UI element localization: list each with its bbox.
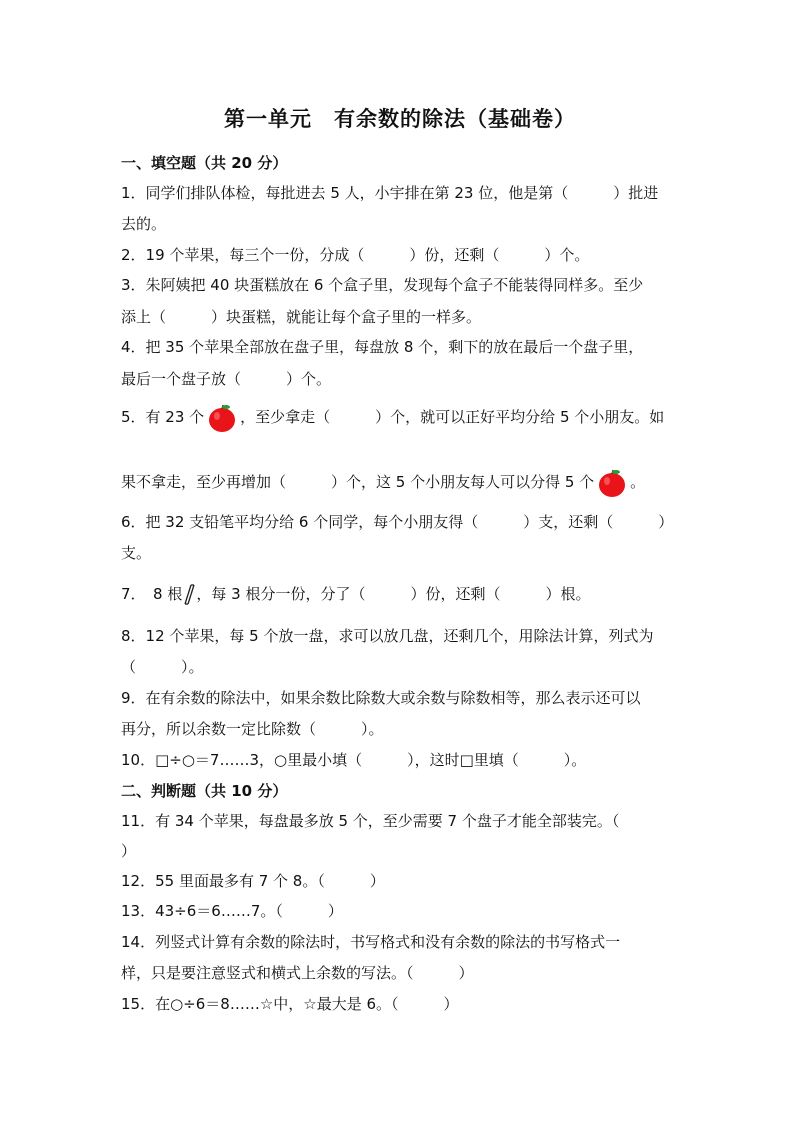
question-5-text-a1: 5．有 23 个 — [121, 408, 205, 426]
question-1-line-2: 去的。 — [121, 215, 167, 233]
question-6-line-2: 支。 — [121, 544, 152, 562]
counting-stick-icon — [182, 584, 196, 606]
question-11-line-1: 11．有 34 个苹果，每盘最多放 5 个，至少需要 7 个盘子才能全部装完。（ — [121, 812, 620, 830]
question-8-line-1: 8．12 个苹果，每 5 个放一盘，求可以放几盘，还剩几个，用除法计算，列式为 — [121, 627, 654, 645]
question-5-text-a2: ，至少拿走（ ）个，就可以正好平均分给 5 个小朋友。如 — [240, 408, 665, 426]
question-4-line-2: 最后一个盘子放（ ）个。 — [121, 370, 332, 388]
question-13: 13．43÷6＝6……7。（ ） — [121, 902, 343, 920]
question-12: 12．55 里面最多有 7 个 8。（ ） — [121, 872, 385, 890]
question-9-line-2: 再分，所以余数一定比除数（ ）。 — [121, 720, 384, 738]
question-14-line-1: 14．列竖式计算有余数的除法时，书写格式和没有余数的除法的书写格式一 — [121, 933, 621, 951]
question-6-line-1: 6．把 32 支铅笔平均分给 6 个同学，每个小朋友得（ ）支，还剩（ ） — [121, 513, 674, 531]
question-3-line-1: 3．朱阿姨把 40 块蛋糕放在 6 个盒子里，发现每个盒子不能装得同样多。至少 — [121, 276, 644, 294]
apple-icon — [207, 403, 237, 433]
question-5-line-1 — [121, 400, 681, 434]
question-5-line-2 — [121, 465, 681, 499]
question-2: 2．19 个苹果，每三个一份，分成（ ）份，还剩（ ）个。 — [121, 246, 590, 264]
question-14-line-2: 样，只是要注意竖式和横式上余数的写法。（ ） — [121, 964, 474, 982]
apple-icon — [597, 468, 627, 498]
question-7 — [121, 583, 681, 606]
question-3-line-2: 添上（ ）块蛋糕，就能让每个盒子里的一样多。 — [121, 308, 482, 326]
question-7-text-a2: ，每 3 根分一份，分了（ ）份，还剩（ ）根。 — [196, 585, 591, 603]
question-10: 10．□÷○＝7……3，○里最小填（ ），这时□里填（ ）。 — [121, 751, 587, 769]
page-title: 第一单元 有余数的除法（基础卷） — [224, 107, 576, 131]
question-4-line-1: 4．把 35 个苹果全部放在盘子里，每盘放 8 个，剩下的放在最后一个盘子里， — [121, 338, 644, 356]
section-heading-fill-blank: 一、填空题（共 20 分） — [121, 154, 288, 172]
question-8-line-2: （ ）。 — [121, 658, 204, 676]
section-heading-true-false: 二、判断题（共 10 分） — [121, 782, 288, 800]
question-11-line-2: ） — [121, 842, 137, 860]
question-7-text-a1: 7． 8 根 — [121, 585, 183, 603]
question-5-text-b2: 。 — [630, 473, 646, 491]
question-9-line-1: 9．在有余数的除法中，如果余数比除数大或余数与除数相等，那么表示还可以 — [121, 689, 641, 707]
question-1-line-1: 1．同学们排队体检，每批进去 5 人，小宇排在第 23 位，他是第（ ）批进 — [121, 184, 659, 202]
question-5-text-b1: 果不拿走，至少再增加（ ）个，这 5 个小朋友每人可以分得 5 个 — [121, 473, 595, 491]
question-15: 15．在○÷6＝8……☆中，☆最大是 6。（ ） — [121, 995, 459, 1013]
